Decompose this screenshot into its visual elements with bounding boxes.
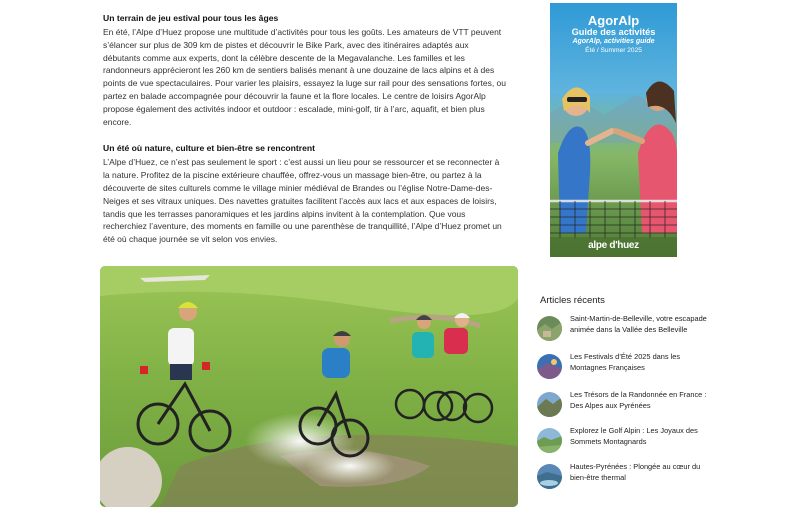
recent-articles-list xyxy=(537,313,707,483)
article-thumbnail-icon[interactable] xyxy=(537,428,562,453)
section-paragraph-nature-culture: L’Alpe d’Huez, ce n’est pas seulement le sport : c’est aussi un lieu pour se ressourcer et se reconnecter à la nature. Profitez de la piscine extérieure chauffée, offrez-vous un massage bien-être, ou partez à la découverte de sites culturels comme le village minier médiéval de Brandes ou l’église Notre-Dame-des-Neiges et ses vitraux uniques. Des navettes gratuites facilitent l’accès aux lacs et aux espaces de loisirs, tandis que les terrasses panoramiques et les jardins alpins invitent à la contemplation. Que vous recherchiez l’aventure, des moments en famille ou une parenthèse de tranquillité, l’Alpe d’Huez promet un été où chaque journée se vit selon vos envies. xyxy=(103,157,502,245)
article-thumbnail-icon[interactable] xyxy=(537,354,562,379)
recent-articles-heading: Articles récents xyxy=(540,295,605,306)
article-thumbnail-icon[interactable] xyxy=(537,316,562,341)
recent-article-item[interactable] xyxy=(537,313,707,347)
agoralp-guide-cover[interactable] xyxy=(550,3,677,257)
recent-article-item[interactable] xyxy=(537,425,707,459)
section-heading-summer-playground: Un terrain de jeu estival pour tous les âges xyxy=(103,13,279,23)
article-body xyxy=(103,12,508,260)
article-thumbnail-icon[interactable] xyxy=(537,392,562,417)
mountain-bikers-photo xyxy=(100,266,518,507)
recent-article-link[interactable]: Les Trésors de la Randonnée en France : Des Alpes aux Pyrénées xyxy=(570,390,707,410)
recent-article-link[interactable]: Explorez le Golf Alpin : Les Joyaux des Sommets Montagnards xyxy=(570,426,698,446)
recent-article-link[interactable]: Les Festivals d’Été 2025 dans les Montagnes Françaises xyxy=(570,352,681,372)
recent-article-link[interactable]: Saint-Martin-de-Belleville, votre escapade animée dans la Vallée des Belleville xyxy=(570,314,707,334)
recent-article-item[interactable] xyxy=(537,351,707,385)
section-paragraph-summer-playground: En été, l’Alpe d’Huez propose une multitude d’activités pour tous les goûts. Les amateurs de VTT peuvent s’élancer sur plus de 309 km de pistes et découvrir le Bike Park, avec des itinéraires adaptés aux débutants comme aux experts, dont la célèbre descente de la Megavalanche. Les familles et les randonneurs apprécieront les 260 km de sentiers balisés menant à une douzaine de lacs alpins et à des points de vue spectaculaires. Pour varier les plaisirs, essayez la luge sur rail pour des sensations fortes, ou partez en balade accompagnée pour découvrir la faune et la flore locales. Le centre de loisirs AgorAlp propose également des activités indoor et outdoor : escalade, mini-golf, tir à l’arc, aquafit, et bien plus encore. xyxy=(103,27,507,127)
section-heading-nature-culture: Un été où nature, culture et bien-être se rencontrent xyxy=(103,143,316,154)
cover-season: Été / Summer 2025 xyxy=(585,47,642,54)
recent-article-item[interactable] xyxy=(537,461,707,495)
recent-article-link[interactable]: Hautes-Pyrénées : Plongée au cœur du bien-être thermal xyxy=(570,462,701,482)
cover-title: AgorAlp xyxy=(587,13,640,28)
article-thumbnail-icon[interactable] xyxy=(537,464,562,489)
recent-article-item[interactable] xyxy=(537,389,707,423)
photo-illustration xyxy=(100,266,518,507)
cover-subtitle-english: AgorAlp, activities guide xyxy=(572,38,655,45)
cover-subtitle: Guide des activités xyxy=(571,27,656,37)
alpe-dhuez-logo: alpe d'huez xyxy=(588,240,639,251)
